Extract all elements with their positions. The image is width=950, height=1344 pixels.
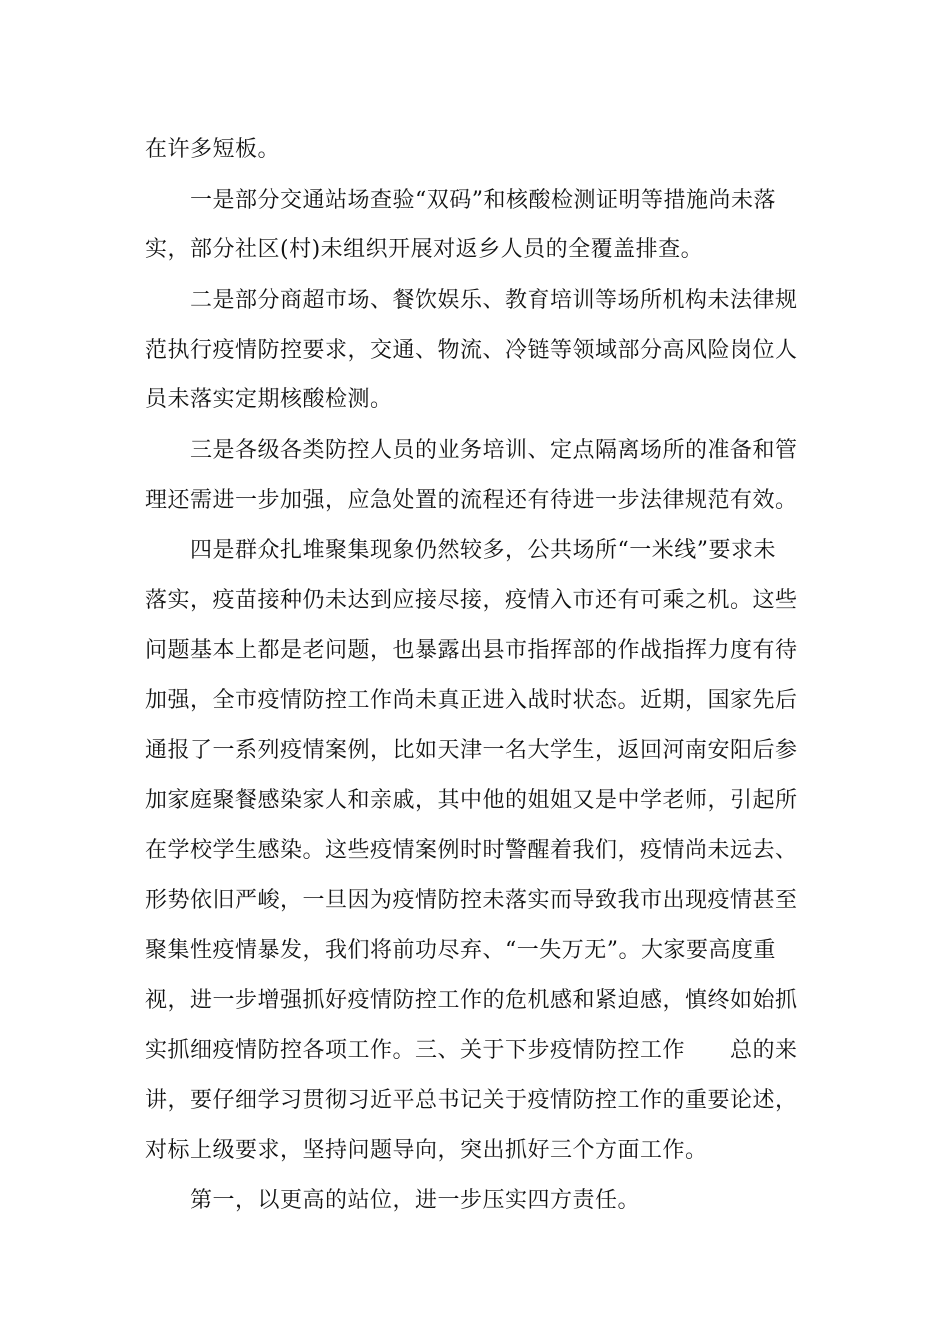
text-line: 四是群众扎堆聚集现象仍然较多，公共场所“一米线”要求未 — [190, 538, 776, 563]
text-line: 第一，以更高的站位，进一步压实四方责任。 — [190, 1188, 641, 1213]
text-line: 讲，要仔细学习贯彻习近平总书记关于疫情防控工作的重要论述， — [145, 1088, 798, 1113]
text-line: 实抓细疫情防控各项工作。三、关于下步疫情防控工作 总的来 — [145, 1038, 798, 1063]
text-line: 加强，全市疫情防控工作尚未真正进入战时状态。近期，国家先后 — [145, 688, 798, 713]
text-line: 一是部分交通站场查验“双码”和核酸检测证明等措施尚未落 — [190, 188, 776, 213]
text-line: 对标上级要求，坚持问题导向，突出抓好三个方面工作。 — [145, 1138, 708, 1163]
text-line: 聚集性疫情暴发，我们将前功尽弃、“一失万无”。大家要高度重 — [145, 938, 776, 963]
text-line: 在学校学生感染。这些疫情案例时时警醒着我们，疫情尚未远去、 — [145, 838, 798, 863]
text-line: 二是部分商超市场、餐饮娱乐、教育培训等场所机构未法律规 — [190, 288, 798, 313]
text-line: 员未落实定期核酸检测。 — [145, 387, 393, 412]
text-line: 落实，疫苗接种仍未达到应接尽接，疫情入市还有可乘之机。这些 — [145, 588, 798, 613]
text-line: 问题基本上都是老问题，也暴露出县市指挥部的作战指挥力度有待 — [145, 638, 798, 663]
text-line: 理还需进一步加强，应急处置的流程还有待进一步法律规范有效。 — [145, 488, 798, 513]
text-line: 实，部分社区(村)未组织开展对返乡人员的全覆盖排查。 — [145, 237, 704, 262]
text-line: 范执行疫情防控要求，交通、物流、冷链等领域部分高风险岗位人 — [145, 338, 798, 363]
text-line: 视，进一步增强抓好疫情防控工作的危机感和紧迫感，慎终如始抓 — [145, 988, 798, 1013]
text-line: 三是各级各类防控人员的业务培训、定点隔离场所的准备和管 — [190, 438, 798, 463]
text-line: 通报了一系列疫情案例，比如天津一名大学生，返回河南安阳后参 — [145, 738, 798, 763]
text-line: 在许多短板。 — [145, 137, 281, 162]
text-line: 形势依旧严峻，一旦因为疫情防控未落实而导致我市出现疫情甚至 — [145, 888, 798, 913]
text-line: 加家庭聚餐感染家人和亲戚，其中他的姐姐又是中学老师，引起所 — [145, 788, 798, 813]
